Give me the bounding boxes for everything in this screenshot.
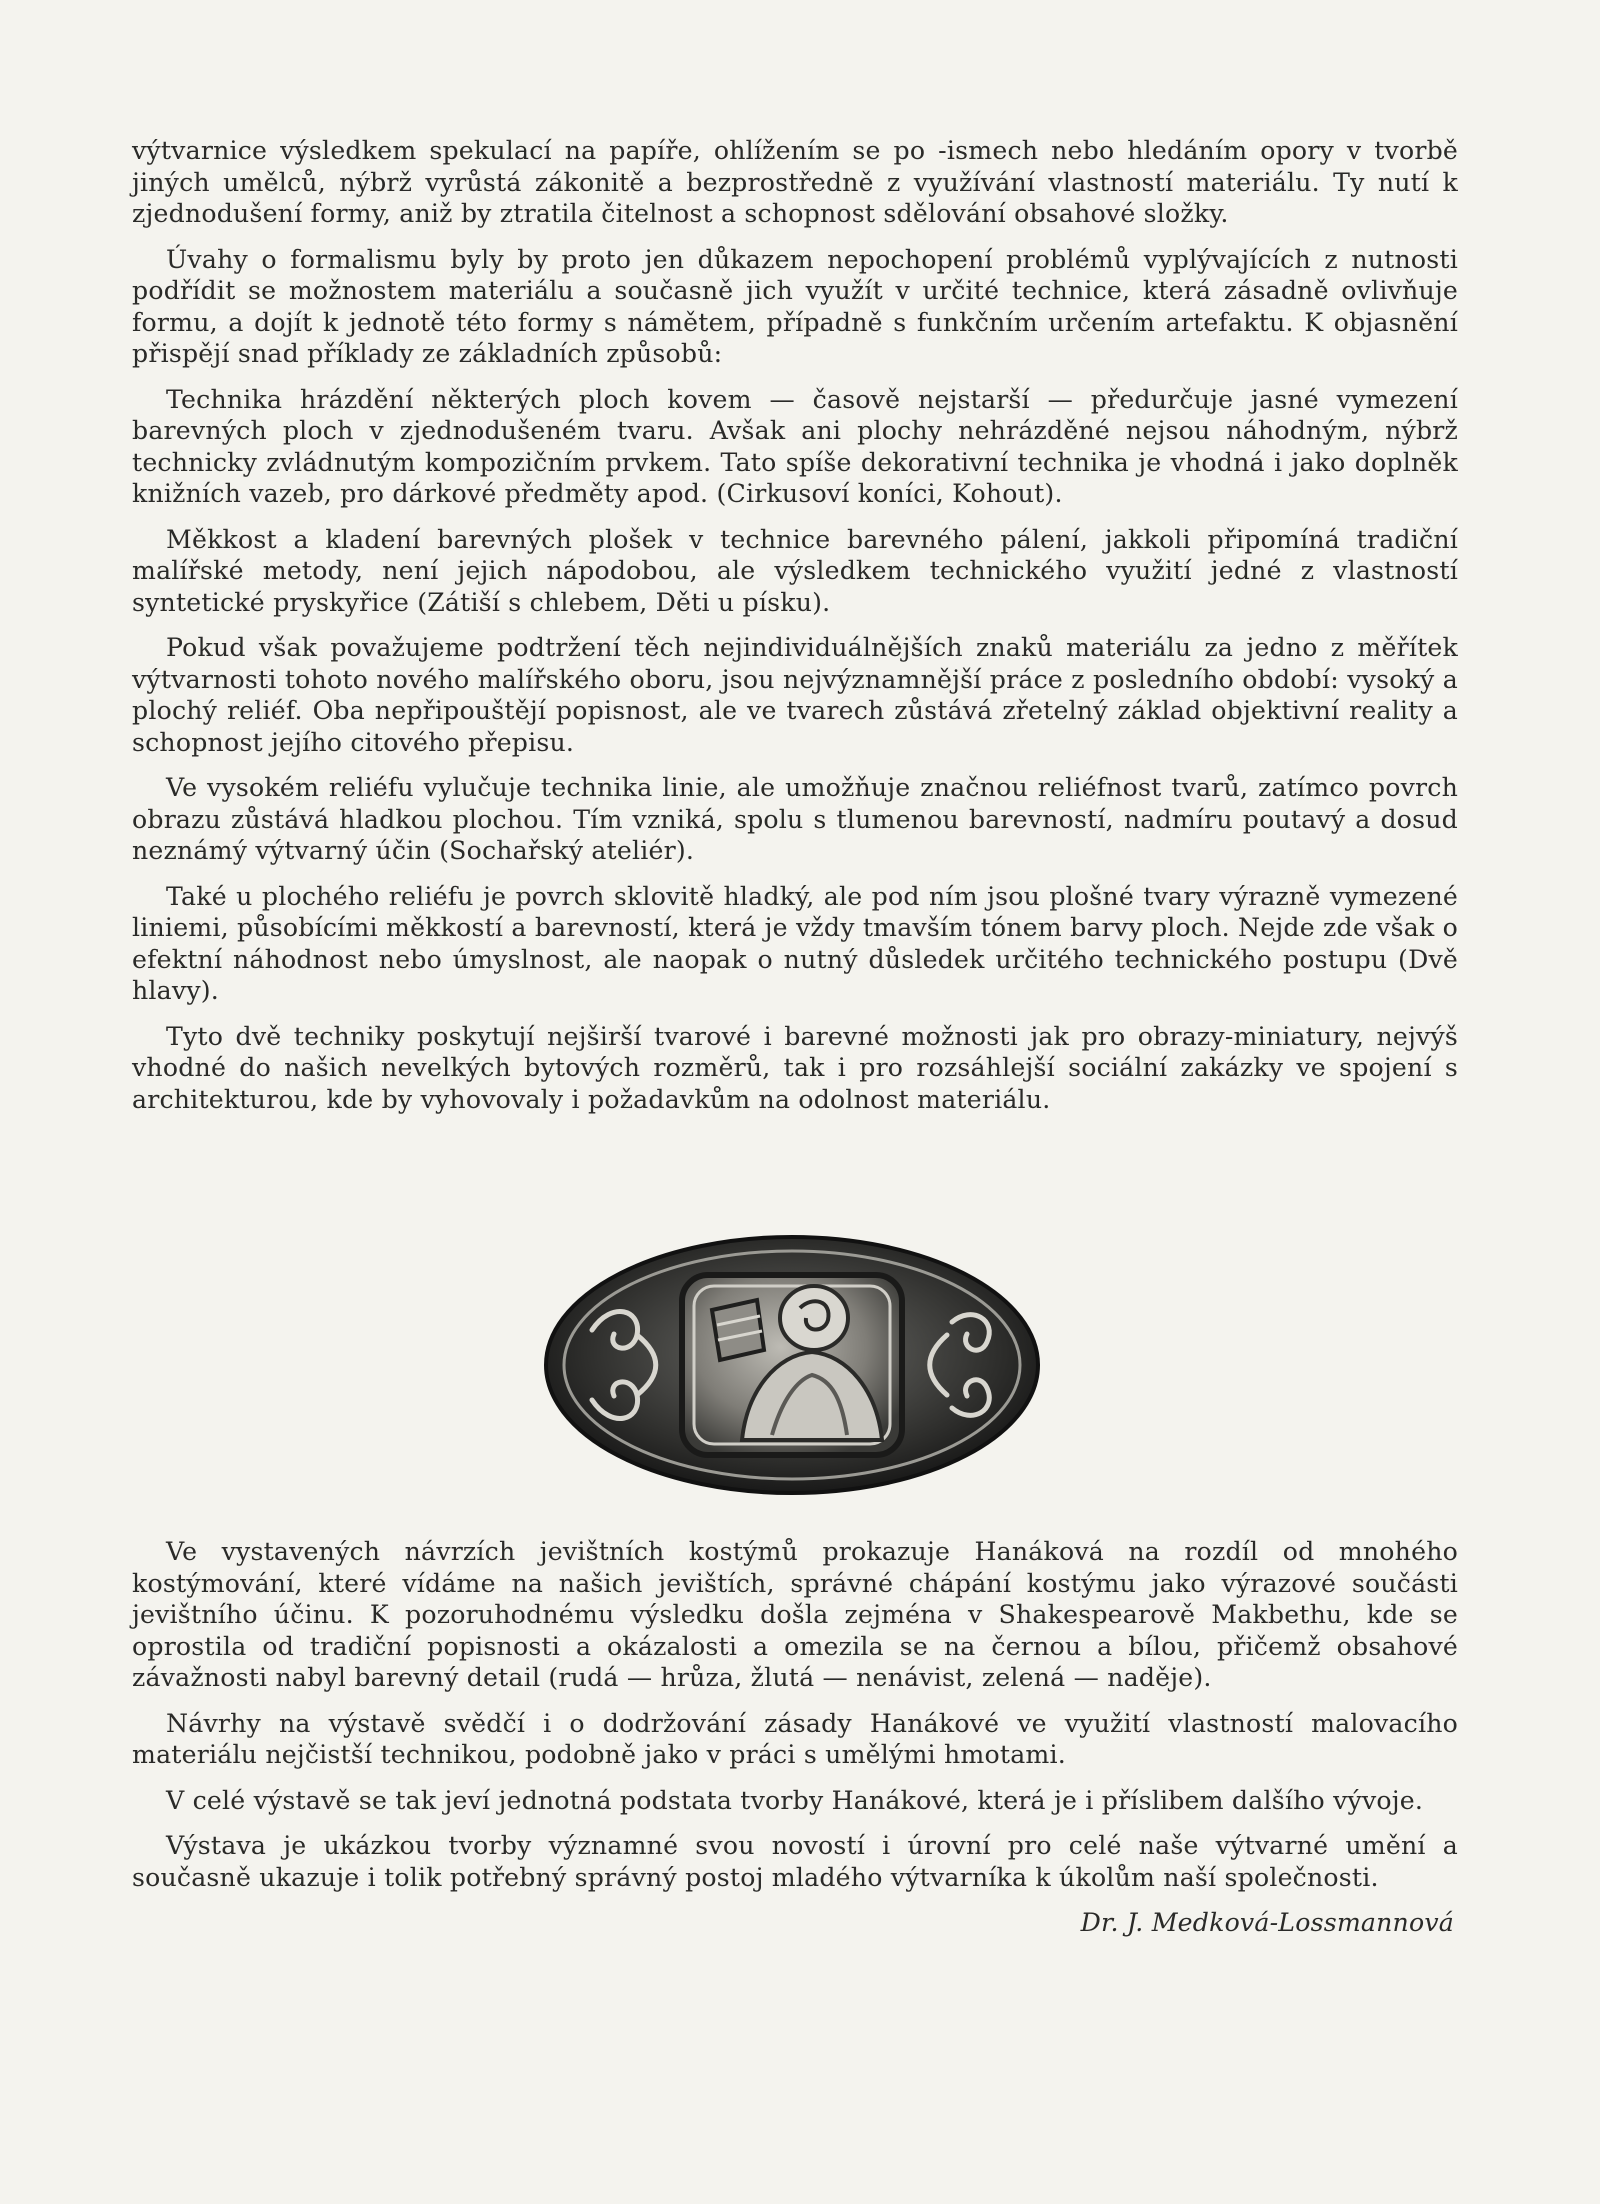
paragraph: Měkkost a kladení barevných plošek v technice barevného pálení, jakkoli připomíná tradiční malířské metody, není jejich nápodobou, ale výsledkem technického využití jedné z vlastností syntetické pryskyřice (Zátiší s chlebem, Děti u písku). <box>132 524 1458 617</box>
article-top-text <box>132 135 1458 1129</box>
paragraph: Výstava je ukázkou tvorby významné svou novostí i úrovní pro celé naše výtvarné umění a současně ukazuje i tolik potřebný správný postoj mladého výtvarníka k úkolům naší společnosti. <box>132 1831 1458 1892</box>
paragraph: Tyto dvě techniky poskytují nejširší tvarové i barevné možnosti jak pro obrazy-miniatury, nejvýš vhodné do našich nevelkých bytových rozměrů, tak i pro rozsáhlejší sociální zakázky ve spojení s architekturou, kde by vyhovovaly i požadavkům na odolnost materiálu. <box>132 1021 1458 1114</box>
paragraph: výtvarnice výsledkem spekulací na papíře, ohlížením se po -ismech nebo hledáním opory v tvorbě jiných umělců, nýbrž vyrůstá zákonitě a bezprostředně z využívání vlastností materiálu. Ty nutí k zjednodušení formy, aniž by ztratila čitelnost a schopnost sdělování obsahové složky. <box>132 136 1458 228</box>
paragraph: Ve vystavených návrzích jevištních kostýmů prokazuje Hanáková na rozdíl od mnohého kostýmování, které vídáme na našich jevištích, správné chápání kostýmu jako výrazové součásti jevištního účinu. K pozoruhodnému výsledku došla zejména v Shakespearově Makbethu, kde se oprostila od tradiční popisnosti a okázalosti a omezila se na černou a bílou, přičemž obsahové závažnosti nabyl barevný detail (rudá — hrůza, žlutá — nenávist, zelená — naděje). <box>132 1537 1458 1692</box>
paragraph: Technika hrázdění některých ploch kovem — časově nejstarší — předurčuje jasné vymezení barevných ploch v zjednodušeném tvaru. Avšak ani plochy nehrázděné nejsou náhodným, nýbrž technicky zvládnutým kompozičním prvkem. Tato spíše dekorativní technika je vhodná i jako doplněk knižních vazeb, pro dárkové předměty apod. (Cirkusoví koníci, Kohout). <box>132 384 1458 508</box>
oval-relief-brooch-photo <box>542 1230 1042 1500</box>
article-bottom-text <box>132 1536 1458 1953</box>
paragraph: Také u plochého reliéfu je povrch sklovitě hladký, ale pod ním jsou plošné tvary výrazně vymezené liniemi, působícími měkkostí a barevností, která je vždy tmavším tónem barvy ploch. Nejde zde však o efektní náhodnost nebo úmyslnost, ale naopak o nutný důsledek určitého technického postupu (Dvě hlavy). <box>132 881 1458 1005</box>
paragraph: V celé výstavě se tak jeví jednotná podstata tvorby Hanákové, která je i příslibem dalšího vývoje. <box>166 1785 1424 1815</box>
paragraph: Návrhy na výstavě svědčí i o dodržování zásady Hanákové ve využití vlastností malovacího materiálu nejčistší technikou, podobně jako v práci s umělými hmotami. <box>132 1708 1458 1769</box>
paragraph: Úvahy o formalismu byly by proto jen důkazem nepochopení problémů vyplývajících z nutnosti podřídit se možnostem materiálu a současně jich využít v určité technice, která zásadně ovlivňuje formu, a dojít k jednotě této formy s námětem, případně s funkčním určením artefaktu. K objasnění přispějí snad příklady ze základních způsobů: <box>132 244 1458 368</box>
paragraph: Pokud však považujeme podtržení těch nejindividuálnějších znaků materiálu za jedno z měřítek výtvarnosti tohoto nového malířského oboru, jsou nejvýznamnější práce z posledního období: vysoký a plochý reliéf. Oba nepřipouštějí popisnost, ale ve tvarech zůstává zřetelný základ objektivní reality a schopnost jejího citového přepisu. <box>132 633 1458 757</box>
paragraph: Ve vysokém reliéfu vylučuje technika linie, ale umožňuje značnou reliéfnost tvarů, zatímco povrch obrazu zůstává hladkou plochou. Tím vzniká, spolu s tlumenou barevností, nadmíru poutavý a dosud neznámý výtvarný účin (Sochařský ateliér). <box>132 773 1458 865</box>
author-signature: Dr. J. Medková-Lossmannová <box>1080 1908 1454 1937</box>
